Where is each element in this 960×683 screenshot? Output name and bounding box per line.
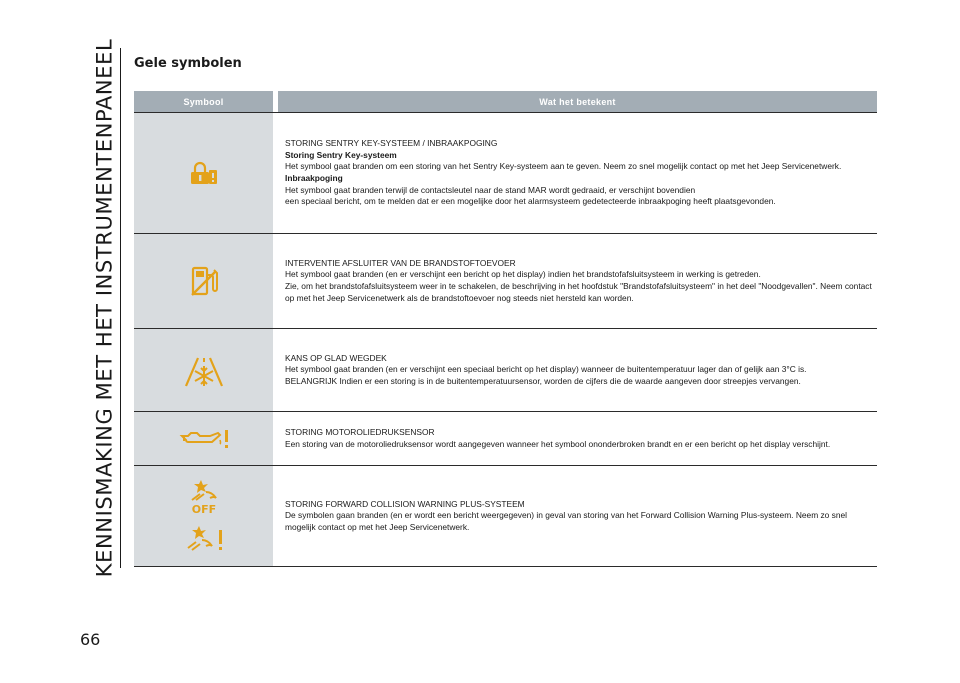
symbol-cell [134,234,273,328]
row-subheading: Storing Sentry Key-systeem [285,149,397,160]
header-meaning: Wat het betekent [278,91,877,112]
chapter-title: KENNISMAKING MET HET INSTRUMENTENPANEEL [92,38,116,578]
row-text: De symbolen gaan branden (en er wordt een bericht weergegeven) in geval van storing van het Forward Collision Warning Plus-systeem. Neem zo snel mogelijk contact op met het Jeep Servicenetwerk. [285,510,848,532]
forward-collision-warning-icon [182,524,226,554]
symbol-cell [134,113,273,233]
meaning-cell [273,412,876,465]
warning-symbol-table [134,91,877,567]
row-text: Het symbool gaat branden terwijl de contactsleutel naar de stand MAR wordt gedraaid, er verschijnt bovendien [285,184,696,195]
svg-text:OFF: OFF [191,503,216,514]
meaning-cell [273,329,876,411]
row-title: STORING MOTOROLIEDRUKSENSOR [285,426,435,437]
table-row [134,412,877,466]
row-title: KANS OP GLAD WEGDEK [285,352,387,363]
table-row [134,112,877,234]
chapter-divider [120,48,121,568]
table-row [134,329,877,412]
meaning-cell [273,113,876,233]
symbol-cell [134,466,273,566]
row-title: STORING SENTRY KEY-SYSTEEM / INBRAAKPOGING [285,138,498,149]
icy-road-snowflake-icon [181,352,227,388]
meaning-cell [273,234,876,328]
row-text: Het symbool gaat branden (en er verschijnt een bericht op het display) indien het brandstofafsluitsysteem in werking is getreden. [285,269,761,280]
row-title: INTERVENTIE AFSLUITER VAN DE BRANDSTOFTOEVOER [285,257,516,268]
row-title: STORING FORWARD COLLISION WARNING PLUS-SYSTEEM [285,498,525,509]
row-text: BELANGRIJK Indien er een storing is in de buitentemperatuursensor, worden de cijfers die de waarde aangeven door streepjes vervangen. [285,375,801,386]
fuel-cutoff-icon [190,265,218,297]
row-text: Zie, om het brandstofafsluitsysteem weer in te schakelen, de beschrijving in het hoofdstuk "Brandstofafsluitsysteem" in het deel "Noodgevallen". Neem contact op met het Jeep Servicenetwerk als de brandstoftoevoer nog steeds niet hersteld kan worden. [285,281,872,303]
row-text: Het symbool gaat branden om een storing van het Sentry Key-systeem aan te geven. Neem zo snel mogelijk contact op met het Jeep Servicenetwerk. [285,161,842,172]
oil-pressure-sensor-icon [178,428,230,450]
header-symbol: Symbool [134,91,273,112]
sentry-key-lock-icon [189,160,219,186]
row-subheading: Inbraakpoging [285,173,343,183]
meaning-cell [273,466,876,566]
row-text: Het symbool gaat branden (en er verschijnt een speciaal bericht op het display) wanneer de buitentemperatuur lager dan of gelijk aan 3°C is. [285,364,807,375]
row-text: een speciaal bericht, om te melden dat er een mogelijke door het alarmsysteem gedetecteerde inbraakpoging heeft plaatsgevonden. [285,196,776,207]
forward-collision-off-icon [182,478,226,514]
table-header [134,91,877,112]
page-number: 66 [80,630,101,649]
table-row [134,234,877,329]
row-text: Een storing van de motoroliedruksensor wordt aangegeven wanneer het symbool ononderbroken brandt en er een bericht op het display verschijnt. [285,438,831,449]
symbol-cell [134,329,273,411]
table-row [134,466,877,567]
section-heading: Gele symbolen [134,56,242,71]
symbol-cell [134,412,273,465]
